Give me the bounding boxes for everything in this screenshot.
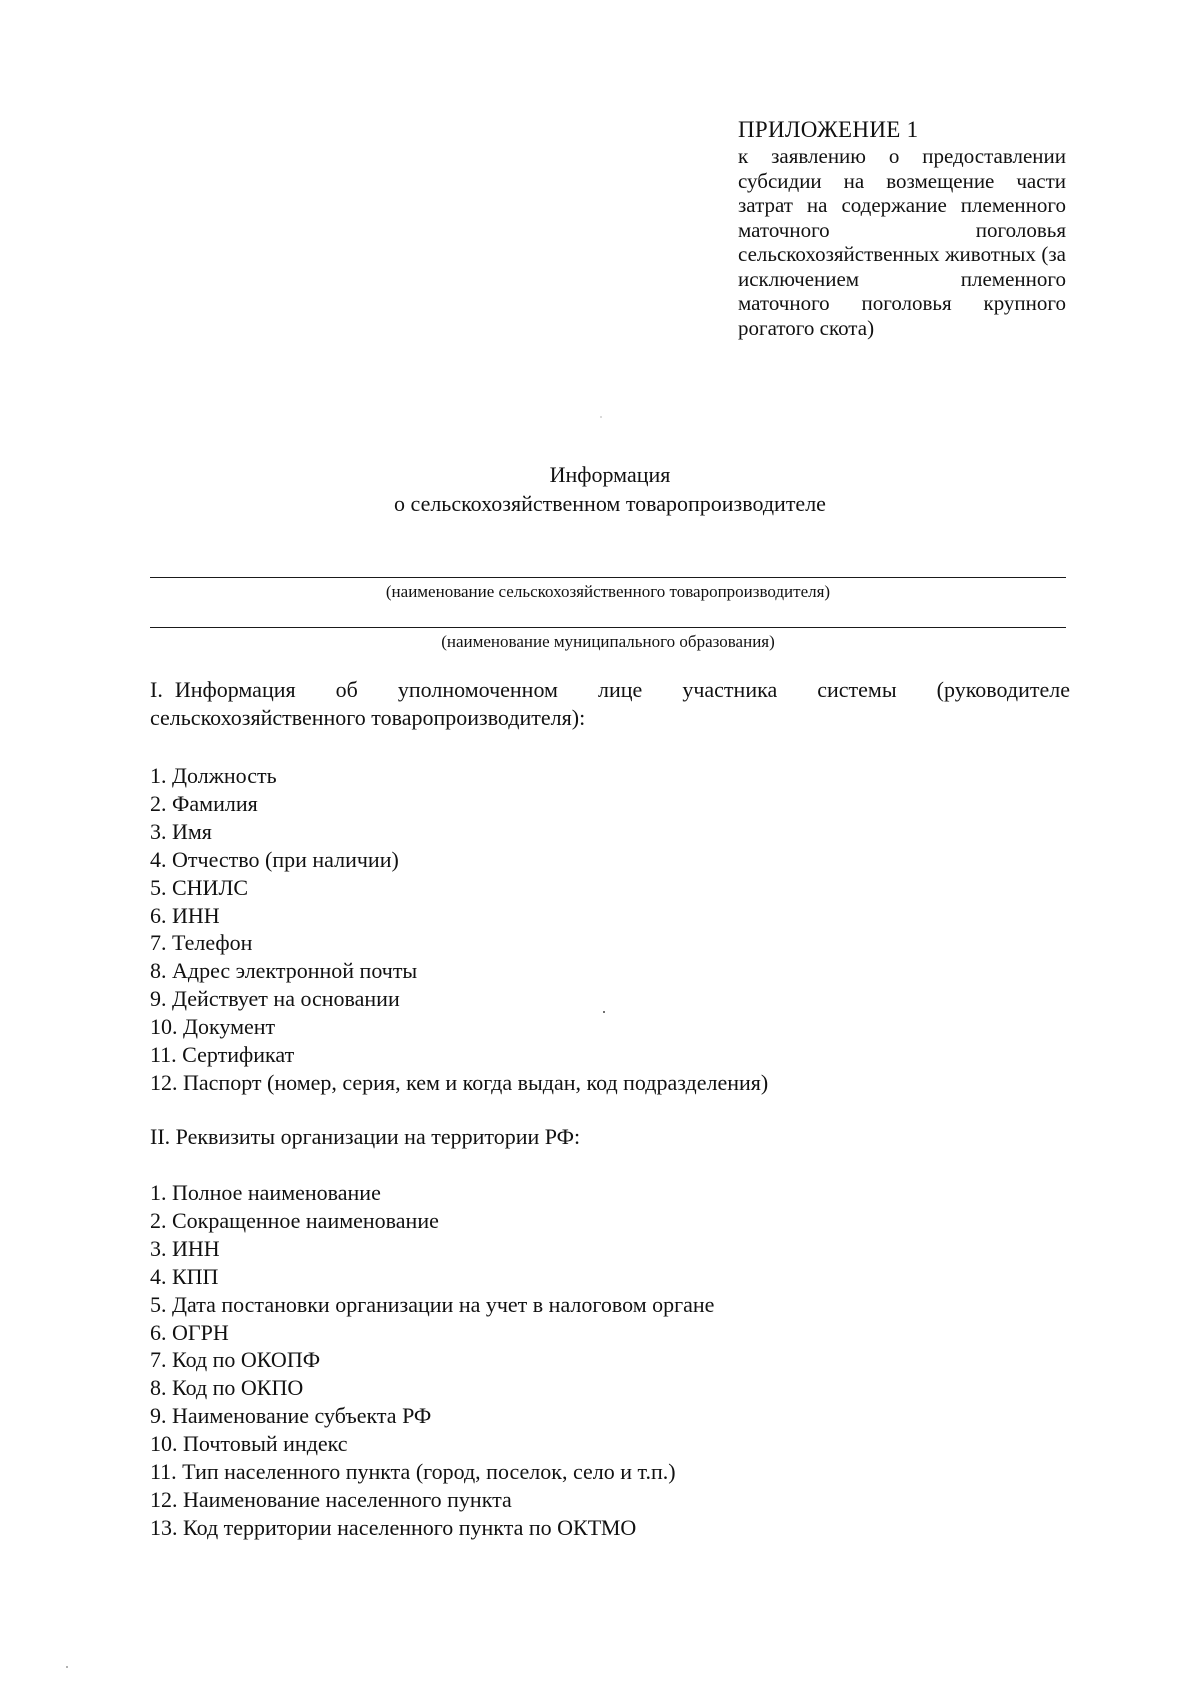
list-item: 12. Наименование населенного пункта xyxy=(150,1486,512,1512)
appendix-text: к заявлению о предоставлении субсидии на возмещение части затрат на содержание племенного маточного поголовья сельскохозяйственных животных (за исключением племенного маточного поголовья крупного рогатого скота) xyxy=(738,144,1066,340)
section-2-heading: II. Реквизиты организации на территории РФ: xyxy=(150,1124,581,1149)
section-2-field-list xyxy=(150,1179,714,1542)
section-1-field-list xyxy=(150,762,768,1097)
section-1-number: I. xyxy=(150,677,163,702)
producer-name-caption: (наименование сельскохозяйственного товаропроизводителя) xyxy=(385,582,831,601)
list-item: 6. ОГРН xyxy=(150,1319,229,1345)
list-item: 1. Должность xyxy=(150,763,277,788)
list-item: 12. Паспорт (номер, серия, кем и когда выдан, код подразделения) xyxy=(150,1069,769,1095)
list-item: 4. Отчество (при наличии) xyxy=(150,846,399,872)
appendix-title: ПРИЛОЖЕНИЕ 1 xyxy=(738,117,919,142)
list-item: 3. Имя xyxy=(150,818,212,844)
list-item: 10. Почтовый индекс xyxy=(150,1431,348,1457)
list-item: 11. Тип населенного пункта (город, поселок, село и т.п.) xyxy=(150,1459,676,1485)
list-item: 9. Наименование субъекта РФ xyxy=(150,1403,432,1429)
list-item: 7. Код по ОКОПФ xyxy=(150,1347,321,1373)
list-item: 1. Полное наименование xyxy=(150,1180,381,1205)
list-item: 4. КПП xyxy=(150,1263,219,1289)
list-item: 7. Телефон xyxy=(150,930,253,956)
list-item: 5. Дата постановки организации на учет в налоговом органе xyxy=(150,1291,715,1317)
list-item: 11. Сертификат xyxy=(150,1042,295,1068)
list-item: 10. Документ xyxy=(150,1014,276,1040)
list-item: 8. Адрес электронной почты xyxy=(150,958,418,984)
municipality-fill-line xyxy=(150,627,1066,628)
list-item: 5. СНИЛС xyxy=(150,874,249,900)
list-item: 2. Сокращенное наименование xyxy=(150,1207,439,1233)
scan-speck xyxy=(66,1666,68,1668)
list-item: 13. Код территории населенного пункта по ОКТМО xyxy=(150,1514,637,1540)
list-item: 9. Действует на основании xyxy=(150,986,400,1012)
document-heading-line-2: о сельскохозяйственном товаропроизводителе xyxy=(394,491,826,516)
list-item: 2. Фамилия xyxy=(150,790,258,816)
section-1-title: Информация об уполномоченном лице участника системы (руководителе сельскохозяйственного товаропроизводителя): xyxy=(150,677,1070,730)
document-heading-line-1: Информация xyxy=(549,462,671,487)
list-item: 8. Код по ОКПО xyxy=(150,1375,304,1401)
municipality-caption: (наименование муниципального образования) xyxy=(441,632,775,651)
document-heading xyxy=(0,460,1200,518)
scan-speck xyxy=(603,1011,605,1013)
list-item: 6. ИНН xyxy=(150,902,220,928)
list-item: 3. ИНН xyxy=(150,1235,220,1261)
appendix-block xyxy=(738,116,1066,340)
scan-speck xyxy=(600,416,602,418)
section-1-heading xyxy=(150,676,1070,732)
producer-name-fill-line xyxy=(150,577,1066,578)
